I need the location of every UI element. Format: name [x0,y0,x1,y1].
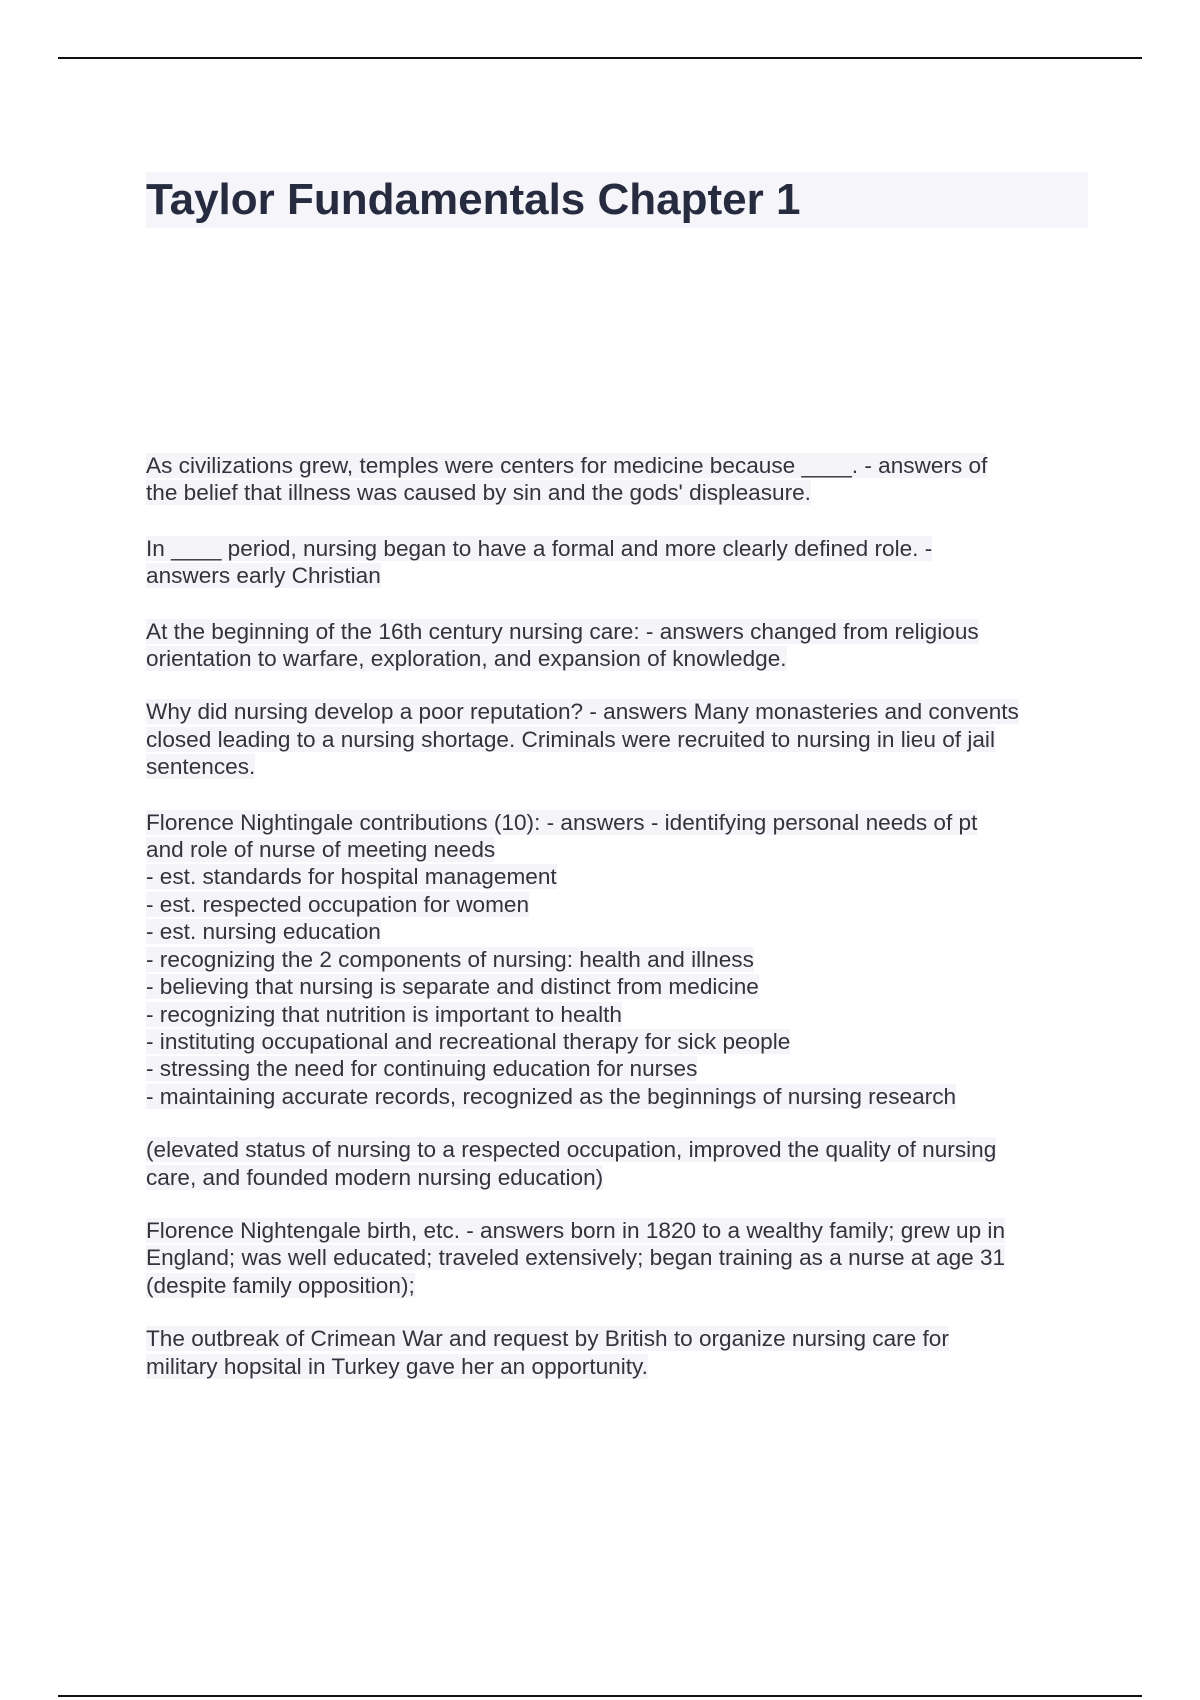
qa-entry [146,618,1088,673]
text-line: (elevated status of nursing to a respected occupation, improved the quality of nursing [146,1137,997,1163]
qa-entry [146,1325,1088,1380]
qa-entry [146,452,1088,507]
text-line: Why did nursing develop a poor reputation? - answers Many monasteries and convents [146,699,1019,725]
qa-entry [146,535,1088,590]
text-line: In ____ period, nursing began to have a formal and more clearly defined role. - [146,535,933,561]
list-bullet-line: - stressing the need for continuing education for nurses [146,1056,698,1082]
text-line: At the beginning of the 16th century nursing care: - answers changed from religious [146,618,979,644]
top-rule [58,57,1142,59]
text-line: the belief that illness was caused by sin and the gods' displeasure. [146,480,811,506]
qa-entry [146,698,1088,780]
text-line: military hopsital in Turkey gave her an opportunity. [146,1353,648,1379]
text-line: answers early Christian [146,563,381,589]
text-line: closed leading to a nursing shortage. Criminals were recruited to nursing in lieu of jail [146,726,995,752]
text-line: The outbreak of Crimean War and request by British to organize nursing care for [146,1326,949,1352]
text-line: and role of nurse of meeting needs [146,837,496,863]
qa-entry [146,1217,1088,1299]
text-line: (despite family opposition); [146,1272,415,1298]
text-line: Florence Nightengale birth, etc. - answers born in 1820 to a wealthy family; grew up in [146,1217,1006,1243]
document-body [146,172,1088,1408]
list-bullet-line: - believing that nursing is separate and distinct from medicine [146,974,759,1000]
list-bullet-line: - est. nursing education [146,919,381,945]
title-band [146,172,1088,228]
text-line: care, and founded modern nursing education) [146,1164,604,1190]
text-line: England; was well educated; traveled extensively; began training as a nurse at age 31 [146,1245,1006,1271]
text-line: Florence Nightingale contributions (10): - answers - identifying personal needs of pt [146,809,978,835]
list-bullet-line: - est. respected occupation for women [146,891,530,917]
qa-list [146,452,1088,1380]
list-bullet-line: - recognizing the 2 components of nursing: health and illness [146,946,754,972]
list-bullet-line: - instituting occupational and recreational therapy for sick people [146,1028,791,1054]
qa-entry [146,1136,1088,1191]
text-line: sentences. [146,754,256,780]
document-title: Taylor Fundamentals Chapter 1 [146,175,801,224]
list-bullet-line: - maintaining accurate records, recognized as the beginnings of nursing research [146,1083,957,1109]
text-line: As civilizations grew, temples were centers for medicine because ____. - answers of [146,453,988,478]
text-line: orientation to warfare, exploration, and expansion of knowledge. [146,646,787,672]
bottom-rule [58,1695,1142,1697]
qa-entry [146,809,1088,1110]
list-bullet-line: - recognizing that nutrition is important to health [146,1001,622,1027]
list-bullet-line: - est. standards for hospital management [146,864,557,890]
